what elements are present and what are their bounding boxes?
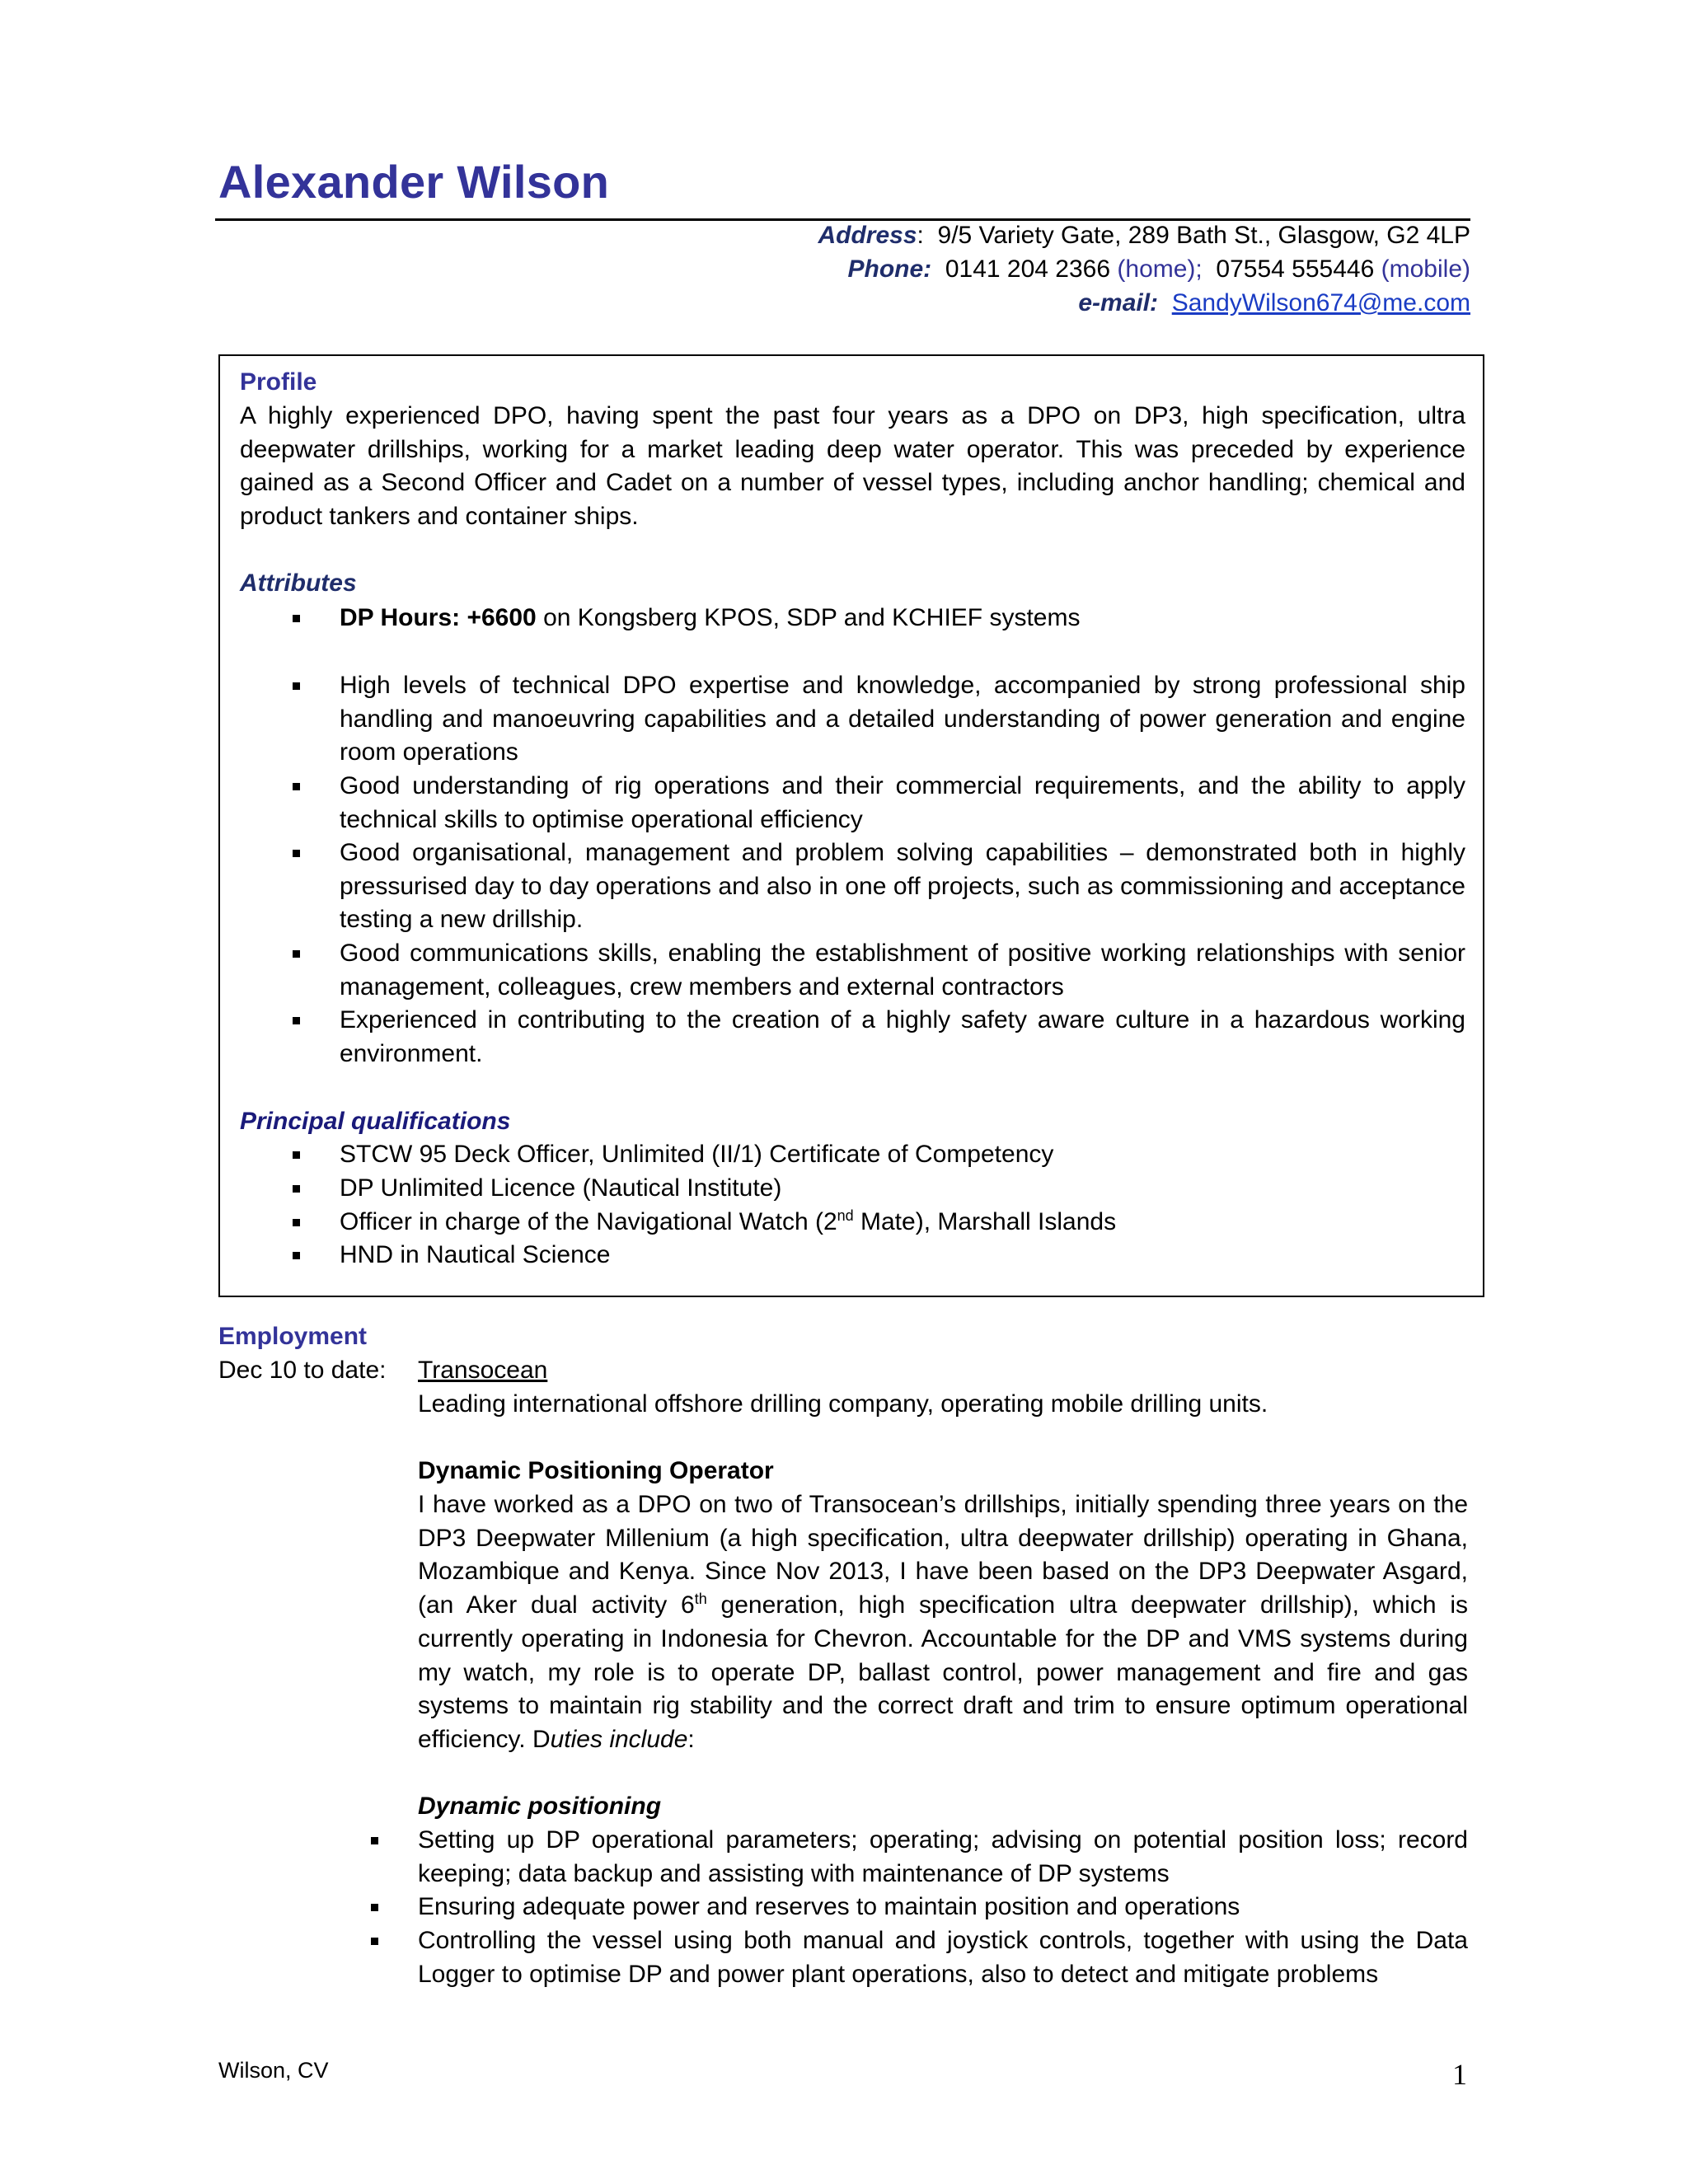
- attribute-text: Good communications skills, enabling the establishment of positive working relationships with senior management, colleagues, crew members and external contractors: [340, 940, 1465, 1001]
- page-number: 1: [1452, 2058, 1467, 2091]
- phone-mobile: 07554 555446: [1216, 255, 1375, 283]
- list-item: [340, 1239, 1465, 1272]
- email-label: e-mail:: [1078, 289, 1159, 316]
- role-text: generation, high specification ultra deepwater drillship), which is currently operating in Indonesia for Chevron. Accountable for the DP and VMS systems during my watch, my role is to operate DP, ballast control, power management and fire and gas systems to maintain rig stability and the correct draft and trim to ensure optimum operational efficiency. D: [418, 1591, 1468, 1753]
- bullet-icon: [293, 850, 300, 857]
- dp-hours-label: DP Hours: +6600: [340, 604, 537, 631]
- list-item: [340, 602, 1465, 635]
- address-value: 9/5 Variety Gate, 289 Bath St., Glasgow, G2 4LP: [937, 222, 1470, 249]
- qualification-text: Mate), Marshall Islands: [853, 1208, 1117, 1235]
- bullet-icon: [293, 783, 300, 790]
- bullet-icon: [371, 1904, 378, 1911]
- list-item: [340, 837, 1465, 937]
- candidate-name: Alexander Wilson: [218, 156, 610, 208]
- phone-mobile-tag: (mobile): [1381, 255, 1470, 283]
- bullet-icon: [293, 615, 300, 622]
- list-item: [340, 1206, 1465, 1240]
- duties-subheading: Dynamic positioning: [418, 1793, 662, 1820]
- footer-label: Wilson, CV: [218, 2058, 329, 2083]
- phone-label: Phone:: [847, 255, 932, 283]
- bullet-icon: [371, 1837, 378, 1844]
- qualification-text: HND in Nautical Science: [340, 1241, 611, 1268]
- role-text: :: [687, 1725, 695, 1753]
- dp-hours-detail: on Kongsberg KPOS, SDP and KCHIEF systems: [536, 604, 1081, 631]
- name-divider: [215, 218, 1470, 221]
- attribute-text: Good organisational, management and problem solving capabilities – demonstrated both in highly pressurised day to day operations and also in one off projects, such as commissioning and acceptance testing a new drillship.: [340, 839, 1465, 934]
- ordinal-suffix: th: [694, 1591, 707, 1608]
- role-text: I have worked as a DPO on two of Transocean’s drillships, initially spending three years on the DP3 Deepwater Millenium (a high specification, ultra deepwater drillship) operating in Ghana, Mozambique and Kenya. Since Nov 2013, I have been based on the DP3 Deepwater Asgard, (an Aker dual activity 6: [418, 1491, 1468, 1619]
- email-line: [1078, 289, 1470, 317]
- bullet-icon: [293, 1219, 300, 1226]
- list-item: [340, 1138, 1465, 1172]
- address-label: Address: [818, 222, 917, 249]
- bullet-icon: [293, 950, 300, 958]
- phone-line: [848, 255, 1471, 284]
- list-item: [418, 1924, 1468, 1991]
- role-title: Dynamic Positioning Operator: [418, 1457, 774, 1484]
- list-item: [340, 1004, 1465, 1071]
- duty-text: Setting up DP operational parameters; operating; advising on potential position loss; record keeping; data backup and assisting with maintenance of DP systems: [418, 1826, 1468, 1887]
- role-description: [418, 1488, 1468, 1757]
- employment-date: Dec 10 to date:: [218, 1357, 387, 1384]
- company-name: Transocean: [418, 1357, 548, 1384]
- attribute-text: Experienced in contributing to the creation of a highly safety aware culture in a hazardous working environment.: [340, 1006, 1465, 1067]
- list-item: [418, 1891, 1468, 1924]
- phone-home: 0141 204 2366: [945, 255, 1111, 283]
- list-item: [340, 669, 1465, 770]
- attribute-text: High levels of technical DPO expertise and knowledge, accompanied by strong professional ship handling and manoeuvring capabilities and a detailed understanding of power generation and engine room operations: [340, 672, 1465, 766]
- duty-text: Controlling the vessel using both manual and joystick controls, together with using the Data Logger to optimise DP and power plant operations, also to detect and mitigate problems: [418, 1927, 1468, 1988]
- list-item: [340, 1172, 1465, 1206]
- employment-heading: Employment: [218, 1323, 368, 1350]
- bullet-icon: [293, 1252, 300, 1259]
- profile-text: A highly experienced DPO, having spent the past four years as a DPO on DP3, high specification, ultra deepwater drillships, working for a market leading deep water operator. This was preceded by experience gained as a Second Officer and Cadet on a number of vessel types, including anchor handling; chemical and product tankers and container ships.: [240, 402, 1465, 531]
- bullet-icon: [293, 1017, 300, 1024]
- qualification-text: DP Unlimited Licence (Nautical Institute): [340, 1174, 782, 1202]
- attribute-text: Good understanding of rig operations and their commercial requirements, and the ability to apply technical skills to optimise operational efficiency: [340, 772, 1465, 833]
- attributes-heading: Attributes: [240, 569, 357, 597]
- list-item: [340, 937, 1465, 1004]
- bullet-icon: [293, 1185, 300, 1193]
- bullet-icon: [371, 1938, 378, 1945]
- list-item: [418, 1824, 1468, 1891]
- bullet-icon: [293, 682, 300, 690]
- profile-heading: Profile: [240, 368, 317, 396]
- ordinal-suffix: nd: [837, 1207, 854, 1224]
- duty-text: Ensuring adequate power and reserves to maintain position and operations: [418, 1893, 1240, 1920]
- qualification-text: STCW 95 Deck Officer, Unlimited (II/1) Certificate of Competency: [340, 1141, 1054, 1168]
- address-line: Address: 9/5 Variety Gate, 289 Bath St., Glasgow, G2 4LP: [818, 222, 1470, 249]
- phone-home-tag: (home);: [1117, 255, 1203, 283]
- list-item: [340, 770, 1465, 837]
- role-text: uties include: [550, 1725, 688, 1753]
- bullet-icon: [293, 1151, 300, 1159]
- email-link[interactable]: SandyWilson674@me.com: [1171, 289, 1470, 316]
- qualifications-heading: Principal qualifications: [240, 1108, 511, 1135]
- qualification-text: Officer in charge of the Navigational Watch (2: [340, 1208, 837, 1235]
- company-description: Leading international offshore drilling company, operating mobile drilling units.: [418, 1390, 1268, 1418]
